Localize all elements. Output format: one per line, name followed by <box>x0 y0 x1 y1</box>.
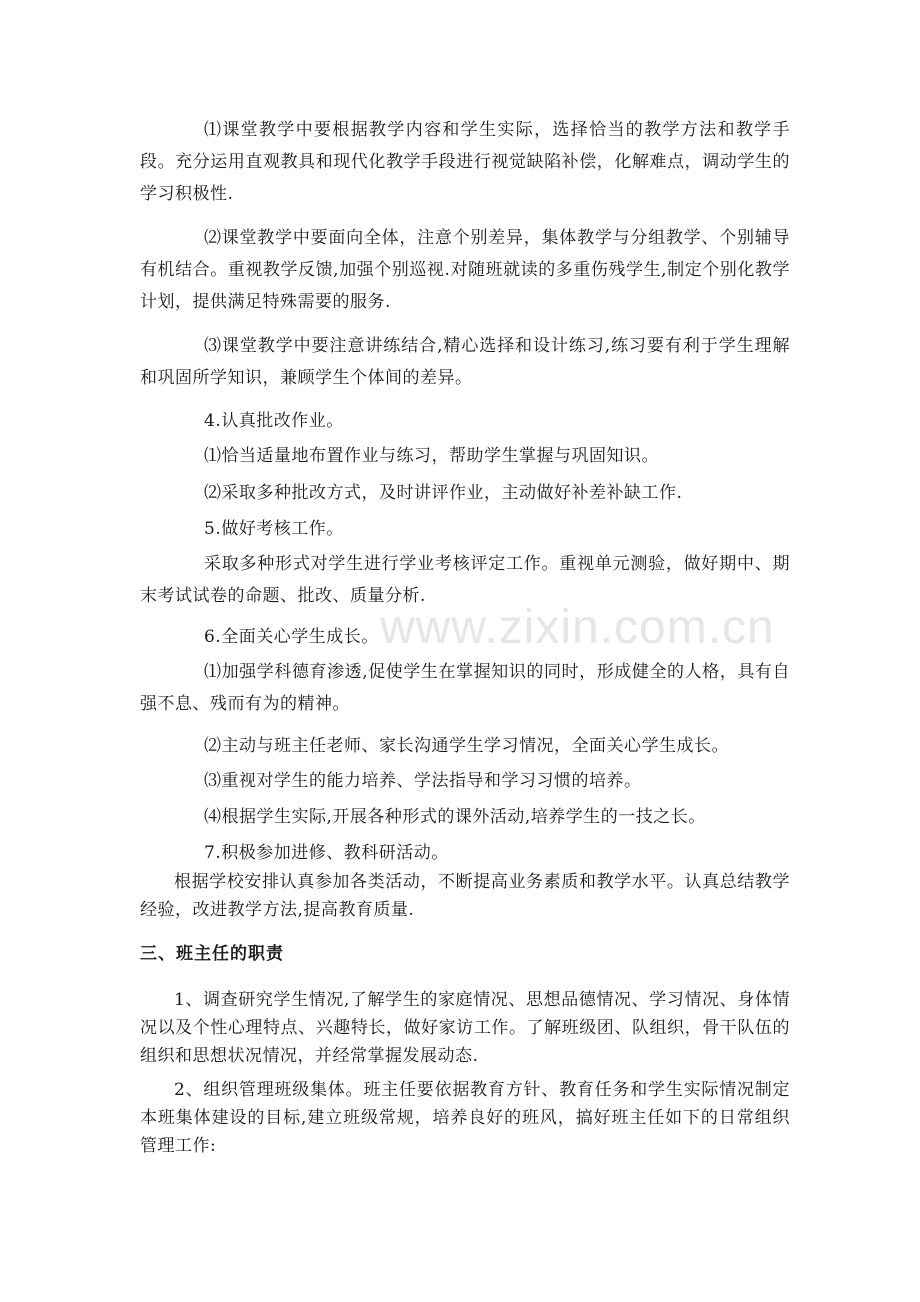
paragraph: ⑴课堂教学中要根据教学内容和学生实际，选择恰当的教学方法和教学手段。充分运用直观教具和现代化教学手段进行视觉缺陷补偿，化解难点，调动学生的学习积极性. <box>140 120 790 204</box>
paragraph: ⑵采取多种批改方式，及时讲评作业，主动做好补差补缺工作. <box>204 483 683 503</box>
paragraph: 1、调查研究学生情况,了解学生的家庭情况、思想品德情况、学习情况、身体情况以及个性心理特点、兴趣特长，做好家访工作。了解班级团、队组织，骨干队伍的组织和思想状况情况，并经常掌握发展动态. <box>140 990 790 1066</box>
paragraph: ⑴加强学科德育渗透,促使学生在掌握知识的同时，形成健全的人格，具有自强不息、残而有为的精神。 <box>140 662 790 714</box>
paragraph: 4.认真批改作业。 <box>204 411 344 431</box>
paragraph: 2、组织管理班级集体。班主任要依据教育方针、教育任务和学生实际情况制定本班集体建设的目标,建立班级常规，培养良好的班风，搞好班主任如下的日常组织管理工作: <box>140 1080 790 1156</box>
paragraph: ⑷根据学生实际,开展各种形式的课外活动,培养学生的一技之长。 <box>204 807 706 827</box>
paragraph: 采取多种形式对学生进行学业考核评定工作。重视单元测验，做好期中、期末考试试卷的命题、批改、质量分析. <box>140 554 790 606</box>
watermark: www.zixin.com.cn <box>380 601 775 654</box>
paragraph: 根据学校安排认真参加各类活动，不断提高业务素质和教学水平。认真总结教学经验，改进教学方法,提高教育质量. <box>140 872 790 920</box>
paragraph: 5.做好考核工作。 <box>204 519 344 539</box>
paragraph: ⑶重视对学生的能力培养、学法指导和学习习惯的培养。 <box>204 771 642 791</box>
paragraph: ⑵主动与班主任老师、家长沟通学生学习情况，全面关心学生成长。 <box>204 736 729 756</box>
paragraph: ⑵课堂教学中要面向全体，注意个别差异，集体教学与分组教学、个别辅导有机结合。重视教学反馈,加强个别巡视.对随班就读的多重伤残学生,制定个别化教学计划，提供满足特殊需要的服务. <box>140 228 790 312</box>
paragraph: 7.积极参加进修、教科研活动。 <box>204 843 449 863</box>
paragraph: 6.全面关心学生成长。 <box>204 627 379 647</box>
paragraph: ⑶课堂教学中要注意讲练结合,精心选择和设计练习,练习要有利于学生理解和巩固所学知识，兼顾学生个体间的差异。 <box>140 336 790 388</box>
paragraph: ⑴恰当适量地布置作业与练习，帮助学生掌握与巩固知识。 <box>204 446 659 466</box>
section-heading: 三、班主任的职责 <box>140 944 284 964</box>
